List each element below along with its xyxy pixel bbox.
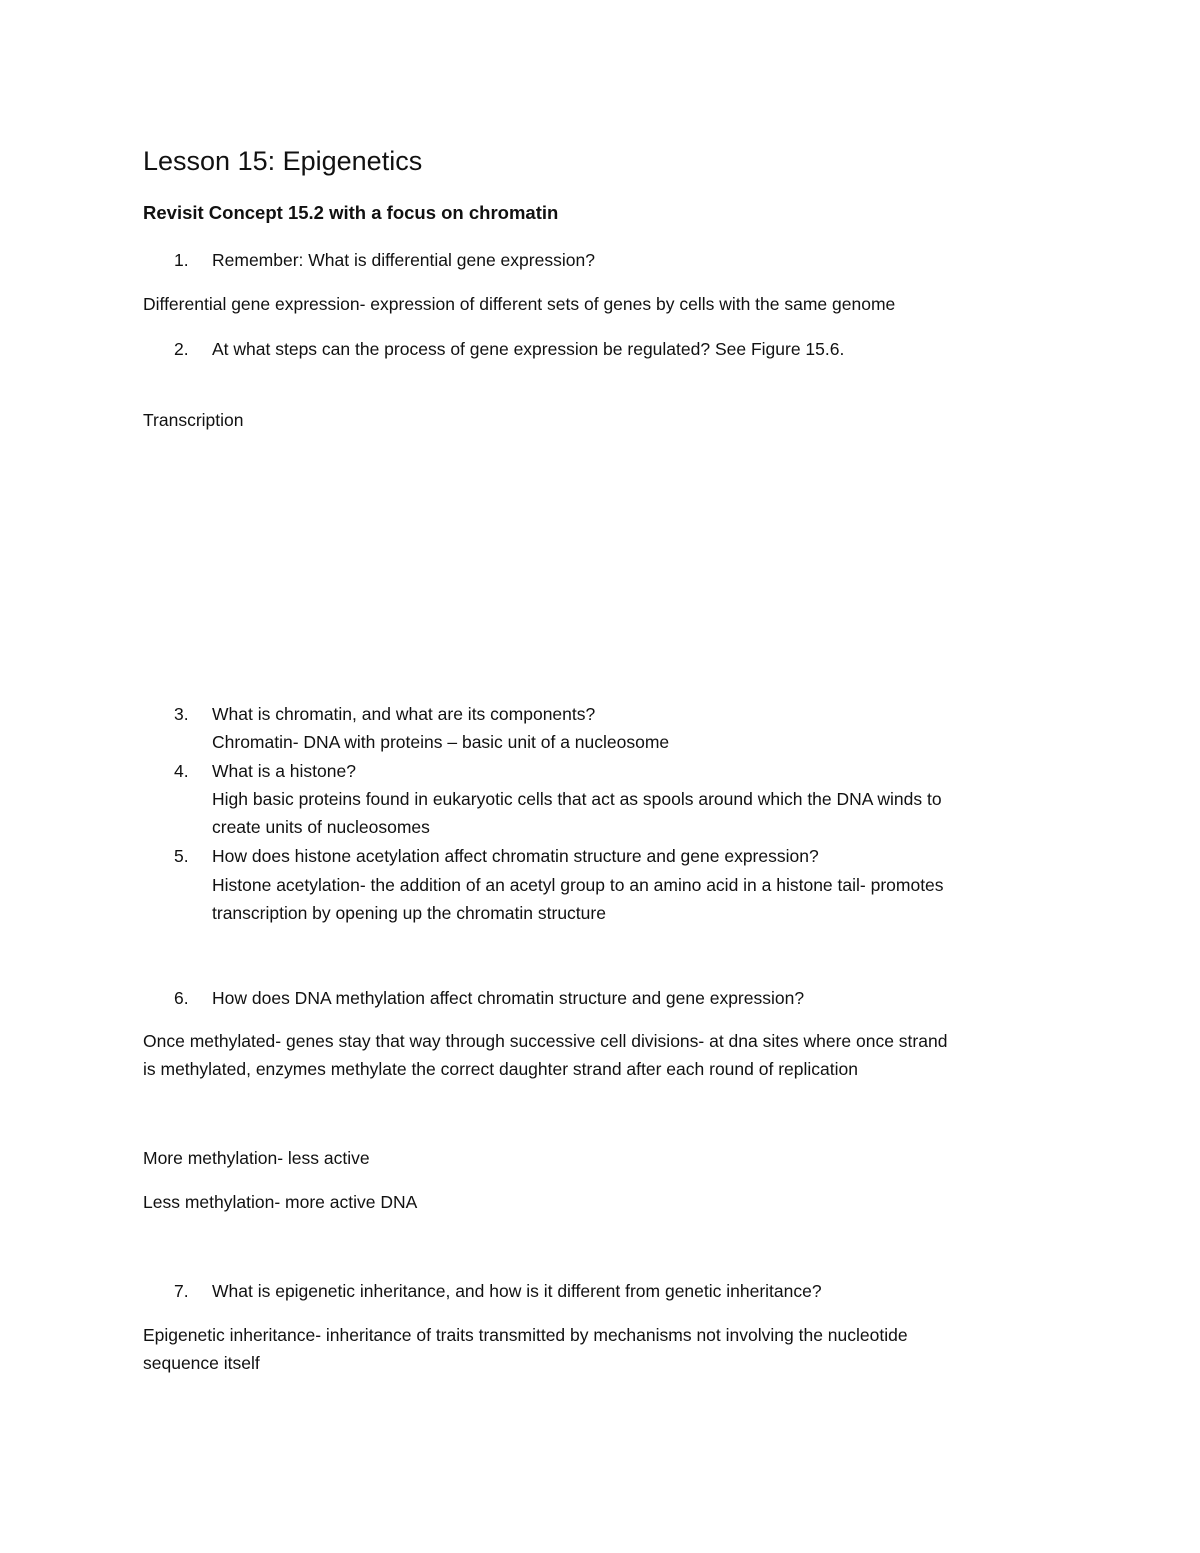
answer-text: Histone acetylation- the addition of an acetyl group to an amino acid in a histone tail- promotes <box>212 875 944 895</box>
question-text: What is a histone? <box>212 761 356 781</box>
question-text: What is epigenetic inheritance, and how is it different from genetic inheritance? <box>212 1281 822 1301</box>
question-number: 1. <box>174 250 189 270</box>
answer-text: Once methylated- genes stay that way through successive cell divisions- at dna sites where once strand <box>143 1031 948 1051</box>
page-title: Lesson 15: Epigenetics <box>143 146 423 176</box>
question-text: How does DNA methylation affect chromatin structure and gene expression? <box>212 988 805 1008</box>
question-number: 5. <box>174 846 189 866</box>
answer-text: Epigenetic inheritance- inheritance of traits transmitted by mechanisms not involving the nucleotide <box>143 1325 908 1345</box>
question-text: Remember: What is differential gene expression? <box>212 250 595 270</box>
question-text: What is chromatin, and what are its components? <box>212 704 596 724</box>
answer-text: High basic proteins found in eukaryotic cells that act as spools around which the DNA winds to <box>212 789 942 809</box>
question-text: How does histone acetylation affect chromatin structure and gene expression? <box>212 846 819 866</box>
question-number: 2. <box>174 339 189 359</box>
answer-note: More methylation- less active <box>143 1148 370 1168</box>
question-number: 3. <box>174 704 189 724</box>
answer-text: Chromatin- DNA with proteins – basic unit of a nucleosome <box>212 732 670 752</box>
answer-text: sequence itself <box>143 1353 260 1373</box>
question-number: 7. <box>174 1281 189 1301</box>
question-number: 4. <box>174 761 189 781</box>
answer-text: Differential gene expression- expression of different sets of genes by cells with the same genome <box>143 294 896 314</box>
answer-note: Less methylation- more active DNA <box>143 1192 418 1212</box>
answer-text: Transcription <box>143 410 244 430</box>
question-text: At what steps can the process of gene expression be regulated? See Figure 15.6. <box>212 339 845 359</box>
answer-text: transcription by opening up the chromatin structure <box>212 903 606 923</box>
answer-text: create units of nucleosomes <box>212 817 430 837</box>
question-number: 6. <box>174 988 189 1008</box>
section-heading: Revisit Concept 15.2 with a focus on chromatin <box>143 202 559 223</box>
answer-text: is methylated, enzymes methylate the correct daughter strand after each round of replication <box>143 1059 858 1079</box>
